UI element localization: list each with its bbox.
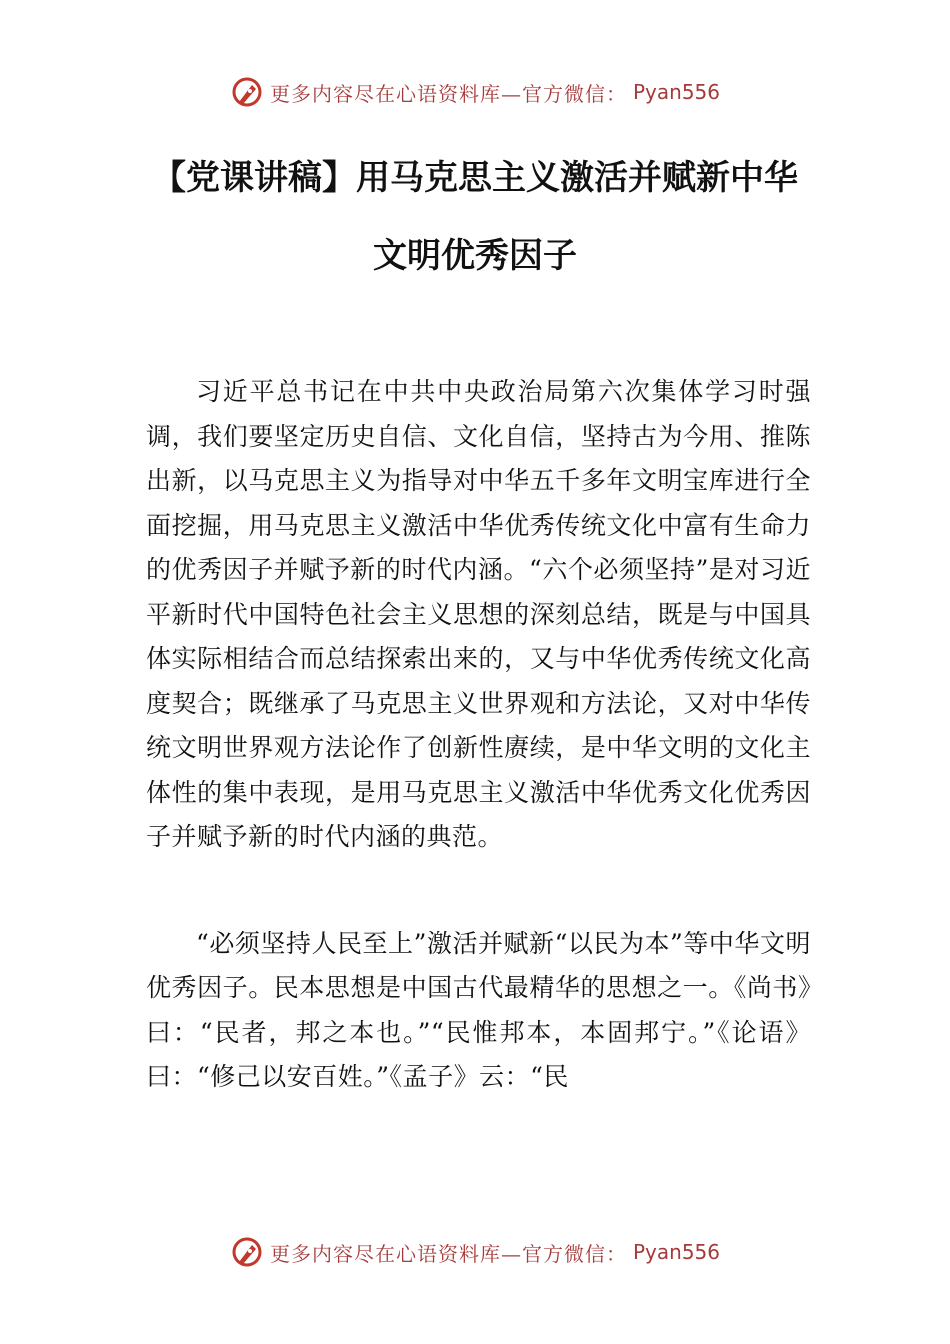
paragraph: “必须坚持人民至上”激活并赋新“以民为本”等中华文明优秀因子。民本思想是中国古代最精华的思想之一。《尚书》曰：“民者，邦之本也。”“民惟邦本，本固邦宁。”《论语》曰：“修己以安百姓。”《孟子》云：“民 — [146, 928, 811, 1091]
footer-wechat-id: Pyan556 — [632, 1240, 720, 1264]
paragraph: 习近平总书记在中共中央政治局第六次集体学习时强调，我们要坚定历史自信、文化自信，坚持古为今用、推陈出新，以马克思主义为指导对中华五千多年文明宝库进行全面挖掘，用马克思主义激活中华优秀传统文化中富有生命力的优秀因子并赋予新的时代内涵。“六个必须坚持”是对习近平新时代中国特色社会主义思想的深刻总结，既是与中国具体实际相结合而总结探索出来的，又与中华优秀传统文化高度契合；既继承了马克思主义世界观和方法论，又对中华传统文明世界观方法论作了创新性赓续，是中华文明的文化主体性的集中表现，是用马克思主义激活中华优秀文化优秀因子并赋予新的时代内涵的典范。 — [146, 377, 811, 851]
header-banner — [0, 72, 950, 112]
header-wechat-id: Pyan556 — [632, 80, 720, 104]
document-title-line-2: 文明优秀因子 — [373, 236, 577, 276]
header-banner-text: 更多内容尽在心语资料库—官方微信： — [269, 81, 627, 106]
document-body — [146, 370, 811, 1100]
footer-banner — [0, 1232, 950, 1272]
document-title-line-1: 【党课讲稿】用马克思主义激活并赋新中华 — [152, 158, 798, 198]
footer-banner-text: 更多内容尽在心语资料库—官方微信： — [269, 1241, 627, 1266]
pen-nib-logo-icon — [230, 75, 264, 109]
pen-nib-logo-icon — [230, 1235, 264, 1269]
